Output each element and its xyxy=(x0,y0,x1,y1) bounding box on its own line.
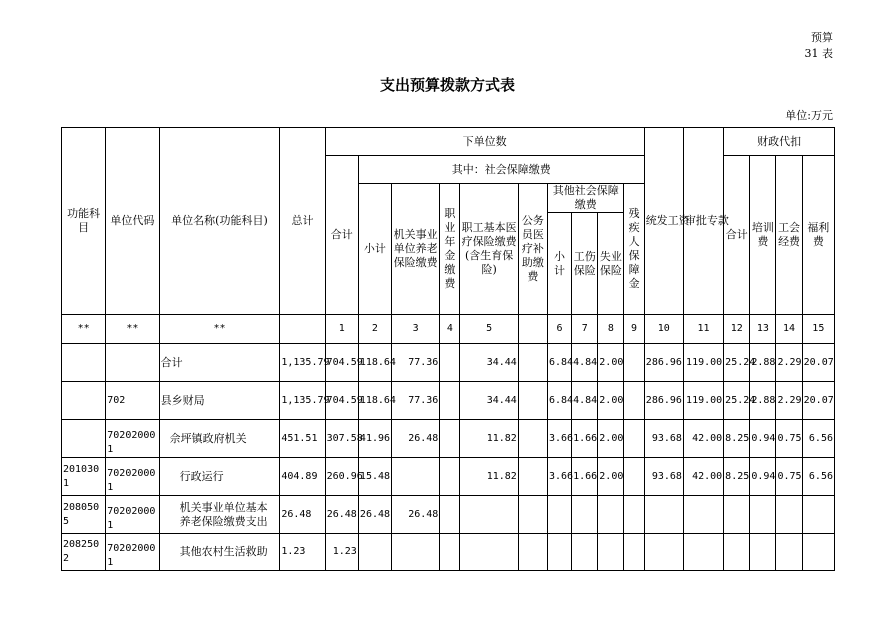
column-index-cell xyxy=(518,315,547,344)
cell-unit-name: 佘坪镇政府机关 xyxy=(159,420,280,458)
cell-unit-code: 702020001 xyxy=(106,496,159,534)
column-index-cell: 4 xyxy=(440,315,460,344)
column-index-cell: ** xyxy=(62,315,106,344)
cell-value: 0.75 xyxy=(776,458,802,496)
cell-value xyxy=(624,344,644,382)
col-header-union: 工会经费 xyxy=(776,156,802,315)
table-row xyxy=(62,420,835,458)
cell-func-subject: 2010301 xyxy=(62,458,106,496)
cell-unit-name: 其他农村生活救助 xyxy=(159,534,280,571)
cell-value: 15.48 xyxy=(358,458,391,496)
cell-value: 26.48 xyxy=(325,496,358,534)
cell-value: 119.00 xyxy=(683,382,723,420)
cell-value: 704.59 xyxy=(325,344,358,382)
cell-func-subject xyxy=(62,344,106,382)
col-header-func-subject: 功能科目 xyxy=(62,128,106,315)
cell-value xyxy=(440,420,460,458)
column-index-cell: 10 xyxy=(644,315,683,344)
cell-value xyxy=(750,496,776,534)
cell-func-subject xyxy=(62,382,106,420)
form-number xyxy=(805,30,834,62)
cell-value xyxy=(598,534,624,571)
cell-value xyxy=(440,382,460,420)
cell-value: 25.24 xyxy=(724,382,750,420)
cell-value xyxy=(440,458,460,496)
cell-value: 2.88 xyxy=(750,382,776,420)
cell-value xyxy=(518,420,547,458)
cell-value: 2.00 xyxy=(598,382,624,420)
cell-value xyxy=(624,496,644,534)
col-header-other-social: 其他社会保障缴费 xyxy=(547,184,623,213)
column-index-cell: 6 xyxy=(547,315,571,344)
cell-value xyxy=(392,458,440,496)
cell-value: 307.58 xyxy=(325,420,358,458)
page-title: 支出预算拨款方式表 xyxy=(379,76,515,94)
cell-value: 1.23 xyxy=(280,534,325,571)
col-header-approved-funds: 审批专款 xyxy=(683,128,723,315)
cell-value xyxy=(598,496,624,534)
cell-value: 0.75 xyxy=(776,420,802,458)
cell-value xyxy=(518,496,547,534)
col-header-unemployment: 失业保险 xyxy=(598,213,624,315)
col-header-civil-servant-med: 公务员医疗补助缴费 xyxy=(518,184,547,315)
cell-value: 704.59 xyxy=(325,382,358,420)
cell-value xyxy=(624,420,644,458)
column-index-cell: 8 xyxy=(598,315,624,344)
column-index-cell: 11 xyxy=(683,315,723,344)
cell-value xyxy=(776,534,802,571)
cell-value: 8.25 xyxy=(724,458,750,496)
cell-unit-code xyxy=(106,344,159,382)
cell-value xyxy=(440,344,460,382)
col-header-disability: 残疾人保障金 xyxy=(624,184,644,315)
cell-value: 26.48 xyxy=(392,496,440,534)
cell-unit-name: 县乡财局 xyxy=(159,382,280,420)
form-number-line2: 31 表 xyxy=(804,47,833,60)
cell-value xyxy=(518,382,547,420)
col-header-unit-name: 单位名称(功能科目) xyxy=(159,128,280,315)
cell-value: 8.25 xyxy=(724,420,750,458)
cell-value xyxy=(802,496,834,534)
cell-value: 6.56 xyxy=(802,458,834,496)
cell-value: 26.48 xyxy=(392,420,440,458)
cell-value: 118.64 xyxy=(358,382,391,420)
cell-value: 1.23 xyxy=(325,534,358,571)
column-index-cell: ** xyxy=(106,315,159,344)
cell-value: 118.64 xyxy=(358,344,391,382)
cell-value: 0.94 xyxy=(750,458,776,496)
col-header-welfare: 福利费 xyxy=(802,156,834,315)
table-row xyxy=(62,534,835,571)
cell-value: 93.68 xyxy=(644,420,683,458)
cell-value xyxy=(750,534,776,571)
cell-value xyxy=(460,534,518,571)
cell-value xyxy=(624,382,644,420)
cell-value: 6.84 xyxy=(547,382,571,420)
col-header-pension: 机关事业单位养老保险缴费 xyxy=(392,184,440,315)
cell-unit-code: 702020001 xyxy=(106,458,159,496)
cell-value xyxy=(802,534,834,571)
col-header-social-insurance: 其中：社会保障缴费 xyxy=(358,156,644,184)
cell-value xyxy=(547,534,571,571)
cell-value xyxy=(358,534,391,571)
cell-value: 260.96 xyxy=(325,458,358,496)
cell-value: 2.88 xyxy=(750,344,776,382)
cell-value xyxy=(572,496,598,534)
cell-value: 451.51 xyxy=(280,420,325,458)
cell-value: 1,135.79 xyxy=(280,344,325,382)
cell-value: 2.00 xyxy=(598,420,624,458)
cell-value: 4.84 xyxy=(572,344,598,382)
cell-value: 20.07 xyxy=(802,344,834,382)
col-header-annuity: 职业年金缴费 xyxy=(440,184,460,315)
cell-unit-code: 702 xyxy=(106,382,159,420)
cell-value xyxy=(724,496,750,534)
cell-value: 34.44 xyxy=(460,382,518,420)
column-index-cell: 9 xyxy=(624,315,644,344)
cell-value: 1.66 xyxy=(572,458,598,496)
cell-value: 286.96 xyxy=(644,382,683,420)
column-index-row xyxy=(62,315,835,344)
col-header-fd-total: 合计 xyxy=(724,156,750,315)
cell-value: 2.00 xyxy=(598,344,624,382)
cell-value xyxy=(392,534,440,571)
col-header-unified-salary: 统发工资 xyxy=(644,128,683,315)
cell-value xyxy=(440,534,460,571)
column-index-cell: 5 xyxy=(460,315,518,344)
column-index-cell: 3 xyxy=(392,315,440,344)
cell-value: 1,135.79 xyxy=(280,382,325,420)
cell-value: 3.66 xyxy=(547,420,571,458)
unit-label: 单位:万元 xyxy=(785,109,833,122)
column-index-cell: 15 xyxy=(802,315,834,344)
column-index-cell: 2 xyxy=(358,315,391,344)
cell-value xyxy=(683,534,723,571)
cell-unit-name: 机关事业单位基本养老保险缴费支出 xyxy=(159,496,280,534)
col-header-lower-unit: 下单位数 xyxy=(325,128,644,156)
cell-value: 11.82 xyxy=(460,420,518,458)
cell-value xyxy=(724,534,750,571)
table-row xyxy=(62,458,835,496)
cell-value xyxy=(683,496,723,534)
form-number-line1: 预算 xyxy=(811,31,833,44)
cell-value xyxy=(644,496,683,534)
column-index-cell xyxy=(280,315,325,344)
column-index-cell: 7 xyxy=(572,315,598,344)
cell-value xyxy=(460,496,518,534)
cell-value xyxy=(644,534,683,571)
cell-value: 2.00 xyxy=(598,458,624,496)
column-index-cell: 14 xyxy=(776,315,802,344)
cell-value: 93.68 xyxy=(644,458,683,496)
cell-value xyxy=(547,496,571,534)
col-header-total: 总计 xyxy=(280,128,325,315)
cell-value xyxy=(518,344,547,382)
cell-value xyxy=(624,458,644,496)
col-header-medical: 职工基本医疗保险缴费(含生育保险) xyxy=(460,184,518,315)
col-header-injury: 工伤保险 xyxy=(572,213,598,315)
cell-unit-name: 合计 xyxy=(159,344,280,382)
budget-table xyxy=(61,127,835,571)
cell-value: 11.82 xyxy=(460,458,518,496)
column-index-cell: 13 xyxy=(750,315,776,344)
cell-unit-code: 702020001 xyxy=(106,534,159,571)
cell-value: 20.07 xyxy=(802,382,834,420)
col-header-unit-code: 单位代码 xyxy=(106,128,159,315)
cell-value: 26.48 xyxy=(280,496,325,534)
cell-unit-code: 702020001 xyxy=(106,420,159,458)
cell-value: 25.24 xyxy=(724,344,750,382)
column-index-cell: 1 xyxy=(325,315,358,344)
cell-value: 34.44 xyxy=(460,344,518,382)
cell-value: 404.89 xyxy=(280,458,325,496)
table-row xyxy=(62,382,835,420)
cell-value: 286.96 xyxy=(644,344,683,382)
cell-value: 2.29 xyxy=(776,382,802,420)
column-index-cell: ** xyxy=(159,315,280,344)
cell-value: 77.36 xyxy=(392,344,440,382)
cell-value: 2.29 xyxy=(776,344,802,382)
cell-value xyxy=(518,458,547,496)
cell-value xyxy=(776,496,802,534)
cell-value: 0.94 xyxy=(750,420,776,458)
cell-unit-name: 行政运行 xyxy=(159,458,280,496)
cell-value: 77.36 xyxy=(392,382,440,420)
cell-value: 42.00 xyxy=(683,420,723,458)
cell-value: 1.66 xyxy=(572,420,598,458)
cell-func-subject: 2082502 xyxy=(62,534,106,571)
col-header-finance-deduct: 财政代扣 xyxy=(724,128,835,156)
cell-value: 6.56 xyxy=(802,420,834,458)
cell-value xyxy=(440,496,460,534)
cell-value xyxy=(518,534,547,571)
cell-value: 6.84 xyxy=(547,344,571,382)
col-header-subtotal-all: 合计 xyxy=(325,156,358,315)
column-index-cell: 12 xyxy=(724,315,750,344)
cell-func-subject xyxy=(62,420,106,458)
col-header-training: 培训费 xyxy=(750,156,776,315)
cell-value: 26.48 xyxy=(358,496,391,534)
cell-func-subject: 2080505 xyxy=(62,496,106,534)
table-row xyxy=(62,496,835,534)
table-row xyxy=(62,344,835,382)
col-header-other-subtotal: 小计 xyxy=(547,213,571,315)
cell-value xyxy=(624,534,644,571)
cell-value: 119.00 xyxy=(683,344,723,382)
cell-value: 41.96 xyxy=(358,420,391,458)
cell-value xyxy=(572,534,598,571)
cell-value: 4.84 xyxy=(572,382,598,420)
cell-value: 3.66 xyxy=(547,458,571,496)
col-header-subtotal: 小计 xyxy=(358,184,391,315)
cell-value: 42.00 xyxy=(683,458,723,496)
